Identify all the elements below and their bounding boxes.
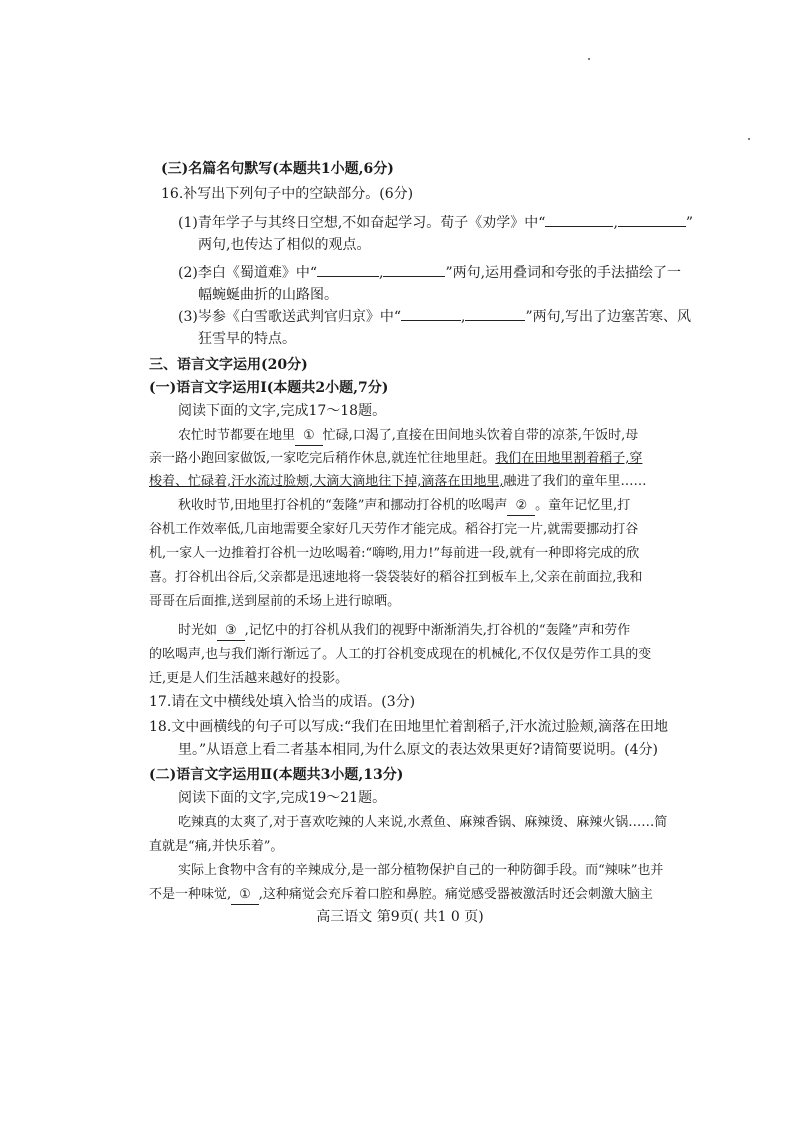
- part-header: 三、语言文字运用(20分): [149, 357, 308, 373]
- answer-blank[interactable]: ②: [507, 497, 535, 516]
- question-16-1-cont: 两句,也传达了相似的观点。: [198, 237, 371, 253]
- question-16-3: (3)岑参《白雪歌送武判官归京》中“ , ”两句,写出了边塞苦寒、风: [178, 306, 691, 326]
- answer-blank[interactable]: ①: [231, 886, 259, 905]
- passage-line: 迁,更是人们生活越来越好的投影。: [149, 671, 349, 686]
- answer-blank[interactable]: [618, 212, 686, 227]
- question-17: 17.请在文中横线处填入恰当的成语。(3分): [149, 694, 416, 710]
- answer-blank[interactable]: [545, 212, 613, 227]
- passage-line: 哥哥在后面推,送到屋前的禾场上进行晾晒。: [149, 594, 401, 609]
- question-16-2: (2)李白《蜀道难》中“ , ”两句,运用叠词和夸张的手法描绘了一: [178, 262, 681, 282]
- section-header: (三)名篇名句默写(本题共1小题,6分): [161, 161, 394, 177]
- subsection-header: (二)语言文字运用Ⅱ(本题共3小题,13分): [149, 767, 404, 783]
- answer-blank[interactable]: ③: [217, 622, 245, 641]
- passage-line: 吃辣真的太爽了,对于喜欢吃辣的人来说,水煮鱼、麻辣香锅、麻辣烫、麻辣火锅……简: [178, 815, 668, 830]
- scan-speck: [588, 58, 590, 60]
- question-16-1: (1)青年学子与其终日空想,不如奋起学习。荀子《劝学》中“ , ”: [178, 212, 693, 232]
- answer-blank[interactable]: ①: [295, 427, 323, 446]
- question-16-2-cont: 幅蜿蜒曲折的山路图。: [198, 287, 338, 303]
- reading-instruction: 阅读下面的文字,完成17～18题。: [178, 403, 387, 419]
- question-18: 18.文中画横线的句子可以写成:“我们在田地里忙着割稻子,汗水流过脸颊,滴落在田地: [149, 719, 669, 735]
- passage-line: 实际上食物中含有的辛辣成分,是一部分植物保护自己的一种防御手段。而“辣味”也并: [178, 863, 664, 878]
- passage-line: 亲一路小跑回家做饭,一家吃完后稍作休息,就连忙往地里赶。我们在田地里割着稻子,穿: [149, 451, 643, 466]
- question-16: 16.补写出下列句子中的空缺部分。(6分): [161, 186, 414, 202]
- passage-line: 不是一种味觉, ① ,这种痛觉会充斥着口腔和鼻腔。痛觉感受器被激活时还会刺激大脑主: [149, 886, 653, 905]
- reading-instruction: 阅读下面的文字,完成19～21题。: [178, 790, 387, 806]
- question-18-cont: 里。”从语意上看二者基本相同,为什么原文的表达效果更好?请简要说明。(4分): [178, 742, 658, 758]
- answer-blank[interactable]: [465, 306, 525, 321]
- scan-speck: [748, 138, 750, 140]
- answer-blank[interactable]: [401, 306, 461, 321]
- passage-line: 的吆喝声,也与我们渐行渐远了。人工的打谷机变成现在的机械化,不仅仅是劳作工具的变: [149, 647, 652, 662]
- underlined-sentence: 我们在田地里割着稻子,穿: [495, 451, 643, 466]
- passage-line: 梭着、忙碌着,汗水流过脸颊,大滴大滴地往下掉,滴落在田地里,融进了我们的童年里……: [149, 474, 647, 489]
- page-footer: 高三语文 第9页( 共1 0 页): [316, 909, 484, 925]
- passage-line: 喜。打谷机出谷后,父亲都是迅速地将一袋袋装好的稻谷扛到板车上,父亲在前面拉,我和: [149, 570, 643, 585]
- subsection-header: (一)语言文字运用Ⅰ(本题共2小题,7分): [149, 380, 389, 396]
- answer-blank[interactable]: [317, 262, 379, 277]
- passage-line: 农忙时节都要在地里 ① 忙碌,口渴了,直接在田间地头饮着自带的凉茶,午饭时,母: [178, 427, 638, 446]
- question-16-3-cont: 狂雪早的特点。: [198, 331, 296, 347]
- passage-line: 直就是“痛,并快乐着”。: [149, 839, 284, 854]
- answer-blank[interactable]: [383, 262, 445, 277]
- underlined-sentence: 梭着、忙碌着,汗水流过脸颊,大滴大滴地往下掉,滴落在田地里,: [149, 474, 504, 489]
- passage-line: 谷机工作效率低,几亩地需要全家好几天劳作才能完成。稻谷打完一片,就需要挪动打谷: [149, 522, 639, 537]
- passage-line: 时光如 ③ ,记忆中的打谷机从我们的视野中渐渐消失,打谷机的“轰隆”声和劳作: [178, 622, 630, 641]
- passage-line: 机,一家人一边推着打谷机一边吆喝着:“嗨哟,用力!”每前进一段,就有一种即将完成的欣: [149, 546, 640, 561]
- passage-line: 秋收时节,田地里打谷机的“轰隆”声和挪动打谷机的吆喝声 ② 。童年记忆里,打: [178, 497, 630, 516]
